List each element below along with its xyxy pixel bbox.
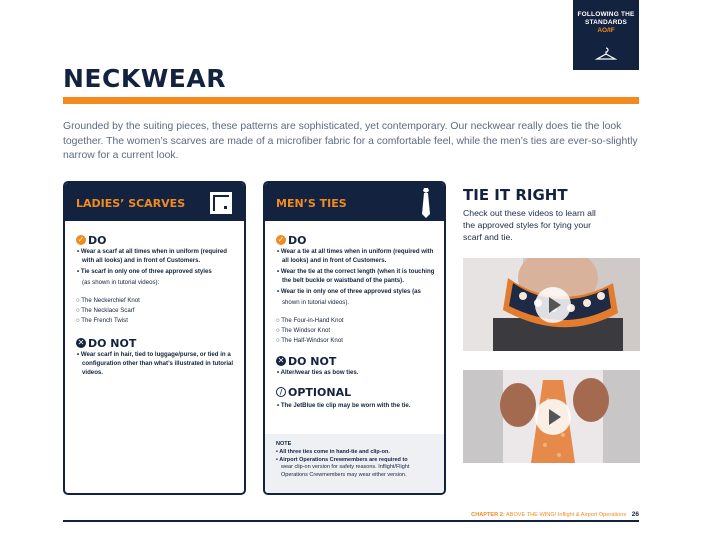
mens-do-heading: ✓ DO: [277, 233, 307, 247]
standards-badge: [573, 0, 639, 70]
badge-line1: FOLLOWING THE: [577, 11, 635, 18]
badge-line2: STANDARDS: [584, 19, 628, 26]
tie-icon: [419, 187, 433, 219]
ladies-scarves-card: [63, 181, 246, 495]
mens-style-list: [276, 316, 436, 346]
ladies-do-item-1: • Wear a scarf at all times when in uniform (required with all looks) and in front of Customers.: [77, 248, 228, 264]
mens-ties-card: [263, 181, 446, 495]
x-icon: ✕: [77, 338, 85, 347]
mens-dont-heading: ✕ DO NOT: [277, 354, 337, 368]
ladies-style-1: ○ The Neckerchief Knot: [76, 297, 140, 304]
check-icon: ✓: [277, 235, 285, 244]
page-footer: [471, 511, 639, 518]
note-tail: wear clip-on version for safety reasons. Inflight/Flight Operations Crewmembers may wear either version.: [281, 464, 410, 479]
note-item-2: • Airport Operations Crewmembers are required to: [276, 456, 408, 463]
ladies-do-item-note: (as shown in tutorial videos):: [82, 279, 160, 286]
tie-video-thumbnail[interactable]: [463, 370, 640, 463]
ladies-do-item-2: • Tie scarf in only one of three approved styles: [77, 268, 212, 275]
ladies-dont-heading: ✕ DO NOT: [77, 336, 137, 350]
note-label: NOTE: [276, 441, 292, 447]
mens-do-item-1: • Wear a tie at all times when in uniform (required with all looks) and in front of Customers.: [277, 248, 434, 264]
mens-style-3: ○ The Half-Windsor Knot: [276, 337, 343, 344]
mens-do-item-3: • Wear tie in only one of three approved styles (as: [277, 288, 421, 295]
note-item-1: • All three ties come in hand-tie and clip-on.: [276, 448, 390, 455]
footer-chapter: CHAPTER 2:: [471, 512, 505, 518]
play-button-icon[interactable]: [535, 287, 571, 323]
mens-style-1: ○ The Four-in-Hand Knot: [276, 317, 344, 324]
x-icon: ✕: [277, 356, 285, 365]
mens-note-box: [265, 434, 444, 493]
mens-style-2: ○ The Windsor Knot: [276, 327, 331, 334]
play-button-icon[interactable]: [535, 399, 571, 435]
ladies-style-list: [76, 296, 236, 326]
mens-optional-item-1: • The JetBlue tie clip may be worn with the tie.: [277, 402, 411, 409]
ladies-card-title: LADIES’ SCARVES: [76, 197, 186, 210]
mens-card-title: MEN’S TIES: [276, 197, 347, 210]
tie-it-right-title: TIE IT RIGHT: [463, 186, 568, 204]
check-icon: ✓: [77, 235, 85, 244]
mens-optional-heading: / OPTIONAL: [276, 387, 436, 397]
scarf-icon: [209, 191, 233, 215]
mens-card-header: [265, 183, 444, 221]
title-rule: [63, 97, 639, 104]
footer-section: ABOVE THE WING! Inflight & Airport Operations: [505, 512, 627, 518]
hanger-icon: [595, 47, 617, 61]
footer-rule: [63, 520, 639, 522]
ladies-style-3: ○ The French Twist: [76, 317, 128, 324]
intro-paragraph: Grounded by the suiting pieces, these patterns are sophisticated, yet contemporary. Our neckwear really does tie the look together. The women’s scarves are made of a microfiber fabric for a comfortable feel, while the men’s ties are ever-so-slightly narrow for a current look.: [63, 121, 638, 161]
tie-it-right-text: Check out these videos to learn all the approved styles for tying your scarf and tie.: [463, 208, 596, 242]
ladies-do-heading: ✓ DO: [77, 233, 107, 247]
scarf-video-thumbnail[interactable]: [463, 258, 640, 351]
page-number: 26: [631, 511, 639, 518]
ladies-card-header: [65, 183, 244, 221]
ladies-style-2: ○ The Necklace Scarf: [76, 307, 135, 314]
mens-dont-item-1: • Alter/wear ties as bow ties.: [277, 369, 359, 376]
badge-line3: AO/IF: [597, 27, 615, 34]
page-title: NECKWEAR: [63, 64, 226, 93]
ladies-dont-item-1: • Wear scarf in hair, tied to luggage/purse, or tied in a configuration other than what’s illustrated in tutorial videos.: [77, 351, 234, 376]
slash-circle-icon: /: [276, 387, 286, 397]
mens-do-item-2: • Wear the tie at the correct length (when it is touching the belt buckle or waistband of the pants).: [277, 268, 435, 284]
mens-do-item-note: shown in tutorial videos).: [282, 299, 350, 306]
